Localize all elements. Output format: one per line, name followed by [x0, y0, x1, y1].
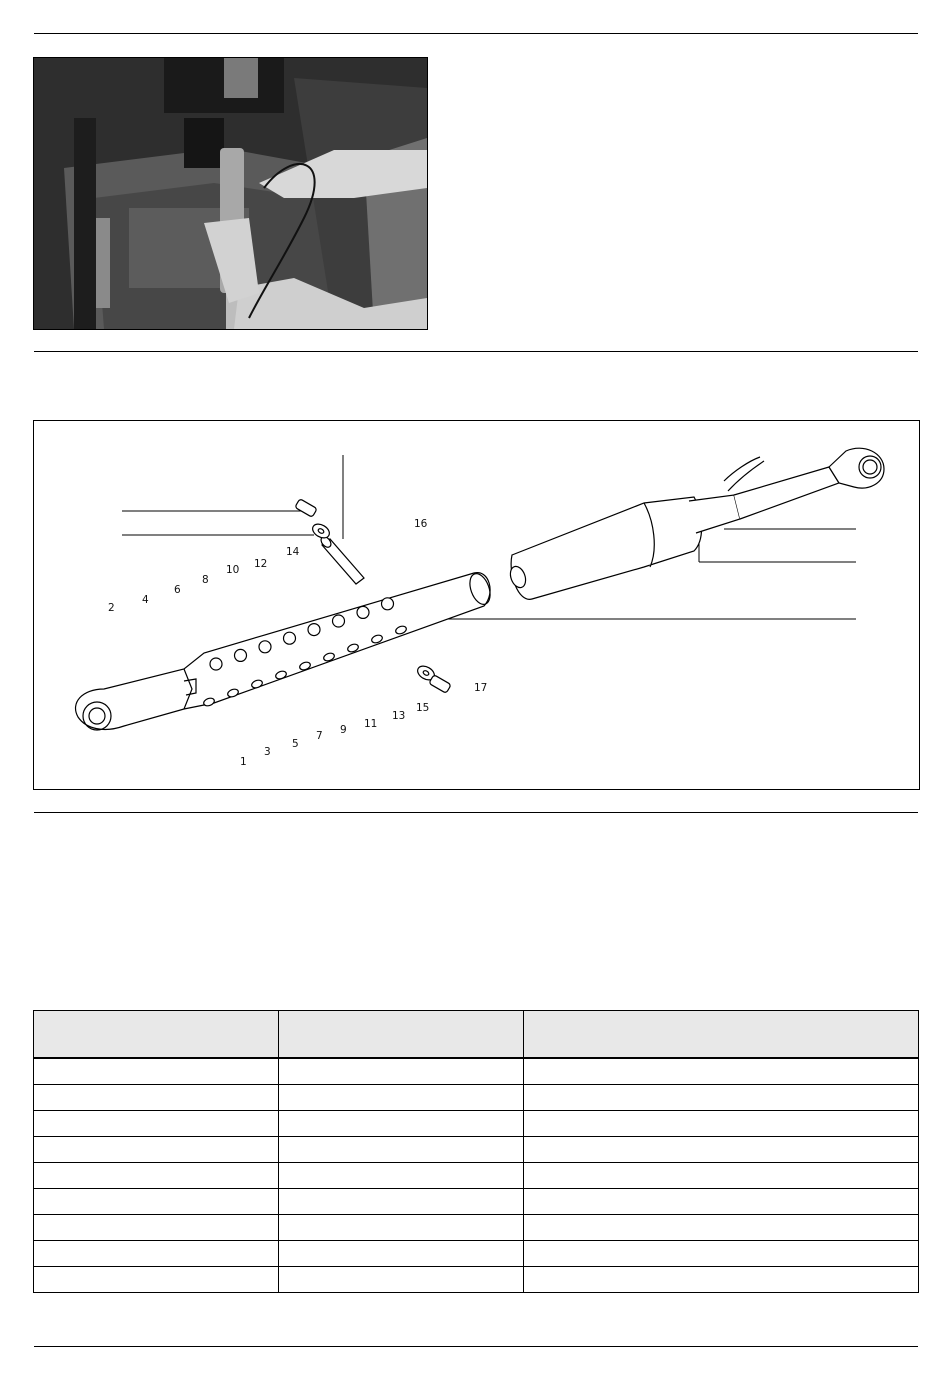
table-row	[34, 1058, 919, 1085]
callout-number: 11	[364, 718, 378, 730]
table-row	[34, 1111, 919, 1137]
tube-hole-upper	[382, 598, 394, 610]
table-cell	[524, 1137, 919, 1163]
photo-illustration	[34, 58, 427, 329]
table-cell	[279, 1137, 524, 1163]
table-cell	[34, 1111, 279, 1137]
table-cell	[279, 1111, 524, 1137]
tube-hole-upper	[210, 658, 222, 670]
table-cell	[279, 1163, 524, 1189]
table-cell	[34, 1137, 279, 1163]
actuator-body	[508, 448, 884, 599]
diagram-drawing	[34, 421, 919, 789]
table-header-cell	[34, 1011, 279, 1059]
bolt-top	[295, 499, 332, 541]
table-row	[34, 1163, 919, 1189]
table-cell	[279, 1215, 524, 1241]
callout-number: 3	[264, 746, 271, 758]
callout-number: 16	[414, 518, 428, 530]
table-cell	[524, 1058, 919, 1085]
section-rule-1	[34, 351, 918, 352]
table-cell	[524, 1241, 919, 1267]
table-cell	[34, 1267, 279, 1293]
table-cell	[34, 1215, 279, 1241]
table-header-cell	[524, 1011, 919, 1059]
table-cell	[34, 1085, 279, 1111]
table-cell	[524, 1085, 919, 1111]
table-row	[34, 1085, 919, 1111]
table-cell	[279, 1085, 524, 1111]
outer-tube	[76, 571, 494, 730]
callout-number: 1	[240, 756, 247, 768]
bolt-bottom	[415, 663, 451, 693]
table-cell	[279, 1058, 524, 1085]
table-cell	[524, 1111, 919, 1137]
callout-number: 17	[474, 682, 488, 694]
specification-table	[33, 1010, 919, 1293]
exploded-parts-diagram	[33, 420, 920, 790]
table-cell	[34, 1241, 279, 1267]
table-row	[34, 1189, 919, 1215]
table-header-row	[34, 1011, 919, 1059]
table-row	[34, 1215, 919, 1241]
callout-number: 7	[316, 730, 323, 742]
table-cell	[524, 1267, 919, 1293]
callout-number: 4	[142, 594, 149, 606]
tube-hole-upper	[259, 641, 271, 653]
callout-number: 10	[226, 564, 240, 576]
locking-pin	[319, 535, 364, 584]
tube-hole-upper	[235, 649, 247, 661]
callout-number: 5	[292, 738, 299, 750]
table-cell	[279, 1189, 524, 1215]
table-header-cell	[279, 1011, 524, 1059]
callout-number: 9	[340, 724, 347, 736]
table-cell	[279, 1241, 524, 1267]
tube-hole-upper	[284, 632, 296, 644]
tube-hole-upper	[357, 606, 369, 618]
table-cell	[34, 1189, 279, 1215]
table-cell	[279, 1267, 524, 1293]
table-row	[34, 1241, 919, 1267]
table-cell	[524, 1215, 919, 1241]
tube-hole-upper	[308, 624, 320, 636]
table-row	[34, 1267, 919, 1293]
bottom-rule	[34, 1346, 918, 1347]
callout-number: 2	[108, 602, 115, 614]
callout-number: 8	[202, 574, 209, 586]
top-rule	[34, 33, 918, 34]
table-cell	[524, 1189, 919, 1215]
callout-number: 14	[286, 546, 300, 558]
installation-photo	[33, 57, 428, 330]
callout-number: 12	[254, 558, 268, 570]
callout-number: 15	[416, 702, 430, 714]
table-row	[34, 1137, 919, 1163]
callout-number: 6	[174, 584, 181, 596]
section-rule-2	[34, 812, 918, 813]
callout-number: 13	[392, 710, 406, 722]
table-cell	[524, 1163, 919, 1189]
tube-hole-upper	[333, 615, 345, 627]
table-cell	[34, 1163, 279, 1189]
table-cell	[34, 1058, 279, 1085]
